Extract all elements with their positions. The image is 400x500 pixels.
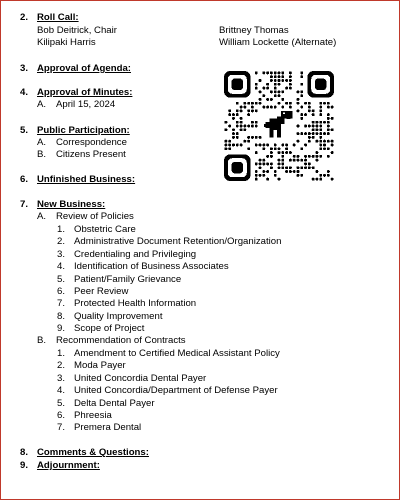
sub-item-text: Correspondence bbox=[56, 137, 127, 148]
numbered-item-number: 4. bbox=[57, 261, 66, 273]
item-heading: Approval of Minutes: bbox=[37, 87, 133, 98]
item-heading: Comments & Questions: bbox=[37, 447, 149, 458]
qr-code-icon[interactable] bbox=[224, 71, 334, 181]
item-number: 6. bbox=[20, 174, 29, 185]
roll-call-name: Kilipaki Harris bbox=[37, 37, 96, 48]
roll-call-name: Brittney Thomas bbox=[219, 25, 289, 36]
numbered-item-number: 4. bbox=[57, 385, 66, 397]
numbered-item-number: 5. bbox=[57, 397, 66, 409]
numbered-item-text: Patient/Family Grievance bbox=[74, 273, 182, 285]
numbered-item-text: Peer Review bbox=[74, 286, 129, 297]
numbered-item-number: 1. bbox=[57, 224, 66, 235]
sub-item-text: April 15, 2024 bbox=[56, 99, 116, 110]
sub-item-letter: A. bbox=[37, 211, 47, 222]
numbered-item-text: Amendment to Certified Medical Assistant Policy bbox=[74, 348, 280, 359]
sub-item-letter: B. bbox=[37, 335, 47, 346]
item-number: 2. bbox=[20, 12, 29, 23]
numbered-item-number: 3. bbox=[57, 372, 66, 384]
numbered-item-text: Identification of Business Associates bbox=[74, 261, 229, 273]
numbered-item-text: Quality Improvement bbox=[74, 310, 163, 322]
item-number: 7. bbox=[20, 199, 29, 210]
numbered-item-number: 7. bbox=[57, 298, 66, 310]
numbered-item-text: Premera Dental bbox=[74, 422, 142, 434]
numbered-item-text: Obstetric Care bbox=[74, 224, 136, 235]
item-heading: Unfinished Business: bbox=[37, 174, 136, 185]
numbered-item-text: United Concordia Dental Payer bbox=[74, 372, 207, 384]
item-heading: New Business: bbox=[37, 199, 106, 210]
item-heading: Adjournment: bbox=[37, 460, 100, 471]
numbered-item-number: 3. bbox=[57, 248, 66, 260]
sub-item-text: Citizens Present bbox=[56, 149, 126, 160]
numbered-item-number: 9. bbox=[57, 323, 66, 335]
item-number: 5. bbox=[20, 125, 29, 136]
numbered-item-text: Administrative Document Retention/Organization bbox=[74, 236, 282, 248]
numbered-item-number: 6. bbox=[57, 410, 66, 421]
numbered-item-text: Phreesia bbox=[74, 410, 112, 421]
item-number: 8. bbox=[20, 447, 29, 458]
item-number: 9. bbox=[20, 460, 29, 471]
roll-call-name: William Lockette (Alternate) bbox=[219, 37, 337, 48]
sub-item-letter: A. bbox=[37, 137, 47, 148]
sub-item-text: Recommendation of Contracts bbox=[56, 335, 186, 346]
roll-call-name: Bob Deitrick, Chair bbox=[37, 25, 117, 36]
numbered-item-text: Moda Payer bbox=[74, 360, 126, 372]
sub-item-text: Review of Policies bbox=[56, 211, 134, 222]
numbered-item-number: 7. bbox=[57, 422, 66, 434]
numbered-item-text: Scope of Project bbox=[74, 323, 145, 335]
numbered-item-text: United Concordia/Department of Defense Payer bbox=[74, 385, 278, 397]
numbered-item-number: 2. bbox=[57, 236, 66, 248]
numbered-item-number: 6. bbox=[57, 286, 66, 297]
sub-item-letter: B. bbox=[37, 149, 47, 160]
numbered-item-number: 1. bbox=[57, 348, 66, 359]
sub-item-letter: A. bbox=[37, 99, 47, 110]
numbered-item-text: Credentialing and Privileging bbox=[74, 248, 197, 260]
item-number: 3. bbox=[20, 63, 29, 74]
item-heading: Public Participation: bbox=[37, 125, 130, 136]
numbered-item-number: 5. bbox=[57, 273, 66, 285]
numbered-item-number: 2. bbox=[57, 360, 66, 372]
numbered-item-number: 8. bbox=[57, 310, 66, 322]
item-number: 4. bbox=[20, 87, 29, 98]
numbered-item-text: Protected Health Information bbox=[74, 298, 197, 310]
dinosaur-icon bbox=[264, 111, 292, 138]
numbered-item-text: Delta Dental Payer bbox=[74, 397, 155, 409]
item-heading: Approval of Agenda: bbox=[37, 63, 131, 74]
roll-call-heading: Roll Call: bbox=[37, 12, 79, 23]
